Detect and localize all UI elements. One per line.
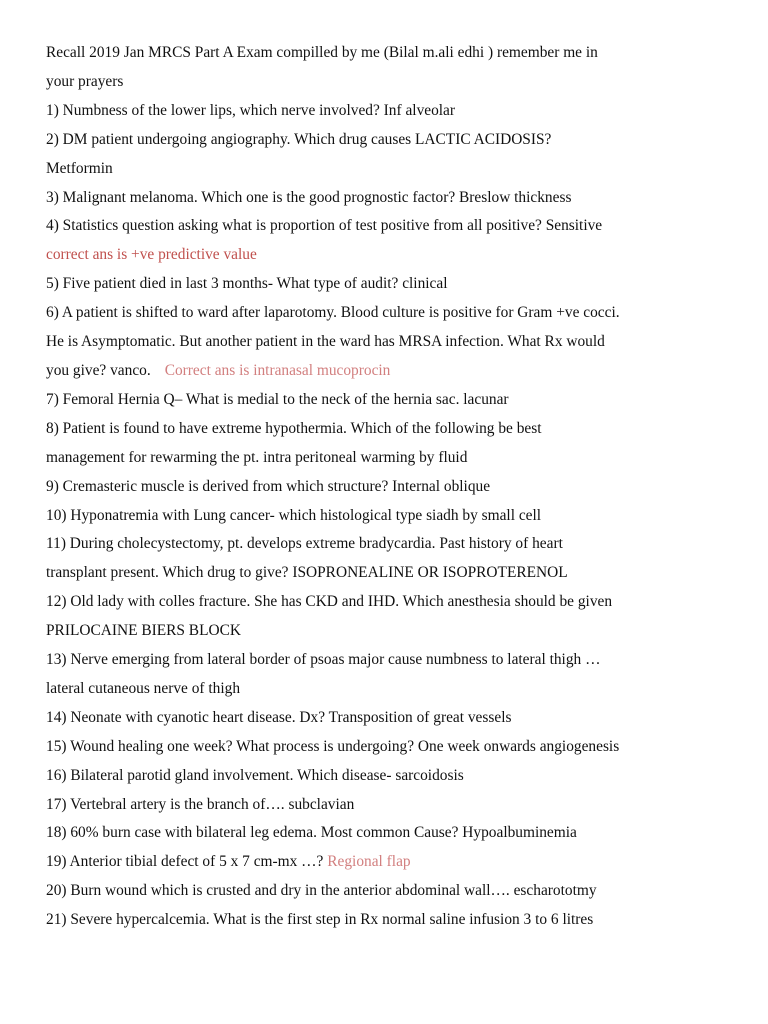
question-3: 3) Malignant melanoma. Which one is the good prognostic factor? Breslow thickness bbox=[46, 188, 572, 206]
question-17: 17) Vertebral artery is the branch of…. subclavian bbox=[46, 795, 355, 813]
doc-title-line-2: your prayers bbox=[46, 72, 124, 90]
question-8-line-1: 8) Patient is found to have extreme hypothermia. Which of the following be best bbox=[46, 419, 542, 437]
question-19-line bbox=[46, 848, 736, 877]
question-12-line-2: PRILOCAINE BIERS BLOCK bbox=[46, 622, 241, 640]
question-12-line-1: 12) Old lady with colles fracture. She has CKD and IHD. Which anesthesia should be given bbox=[46, 593, 613, 611]
question-8-line-2: management for rewarming the pt. intra peritoneal warming by fluid bbox=[46, 448, 468, 466]
question-5: 5) Five patient died in last 3 months- What type of audit? clinical bbox=[46, 275, 448, 293]
question-6-correction: Correct ans is intranasal mucoprocin bbox=[164, 361, 391, 379]
question-4-correction: correct ans is +ve predictive value bbox=[46, 246, 257, 264]
question-6-line-1: 6) A patient is shifted to ward after laparotomy. Blood culture is positive for Gram +ve cocci. bbox=[46, 304, 620, 322]
question-13-line-2: lateral cutaneous nerve of thigh bbox=[46, 679, 241, 697]
question-10: 10) Hyponatremia with Lung cancer- which histological type siadh by small cell bbox=[46, 506, 542, 524]
question-19: 19) Anterior tibial defect of 5 x 7 cm-mx …? bbox=[46, 853, 324, 871]
question-16: 16) Bilateral parotid gland involvement. Which disease- sarcoidosis bbox=[46, 766, 464, 784]
question-14: 14) Neonate with cyanotic heart disease. Dx? Transposition of great vessels bbox=[46, 708, 512, 726]
question-4: 4) Statistics question asking what is proportion of test positive from all positive? Sensitive bbox=[46, 217, 603, 235]
question-1: 1) Numbness of the lower lips, which nerve involved? Inf alveolar bbox=[46, 101, 456, 119]
question-2-line-1: 2) DM patient undergoing angiography. Which drug causes LACTIC ACIDOSIS? bbox=[46, 130, 552, 148]
question-19-correction: Regional flap bbox=[327, 853, 411, 871]
document-body bbox=[46, 39, 736, 935]
question-18: 18) 60% burn case with bilateral leg edema. Most common Cause? Hypoalbuminemia bbox=[46, 824, 577, 842]
question-9: 9) Cremasteric muscle is derived from which structure? Internal oblique bbox=[46, 477, 491, 495]
question-15: 15) Wound healing one week? What process is undergoing? One week onwards angiogenesis bbox=[46, 737, 620, 755]
question-20: 20) Burn wound which is crusted and dry in the anterior abdominal wall…. escharototmy bbox=[46, 882, 597, 900]
doc-title-line-1: Recall 2019 Jan MRCS Part A Exam compilled by me (Bilal m.ali edhi ) remember me in bbox=[46, 44, 598, 61]
question-11-line-1: 11) During cholecystectomy, pt. develops extreme bradycardia. Past history of heart bbox=[46, 535, 563, 553]
question-11-line-2: transplant present. Which drug to give? ISOPRONEALINE OR ISOPROTERENOL bbox=[46, 564, 568, 582]
question-6-line-3 bbox=[46, 357, 736, 386]
question-13-line-1: 13) Nerve emerging from lateral border of psoas major cause numbness to lateral thigh … bbox=[46, 651, 601, 669]
question-6-answer: you give? vanco. bbox=[46, 361, 151, 379]
question-7: 7) Femoral Hernia Q– What is medial to the neck of the hernia sac. lacunar bbox=[46, 390, 509, 408]
question-21: 21) Severe hypercalcemia. What is the first step in Rx normal saline infusion 3 to 6 litres bbox=[46, 911, 594, 929]
question-6-line-2: He is Asymptomatic. But another patient in the ward has MRSA infection. What Rx would bbox=[46, 333, 605, 351]
question-2-line-2: Metformin bbox=[46, 159, 113, 177]
